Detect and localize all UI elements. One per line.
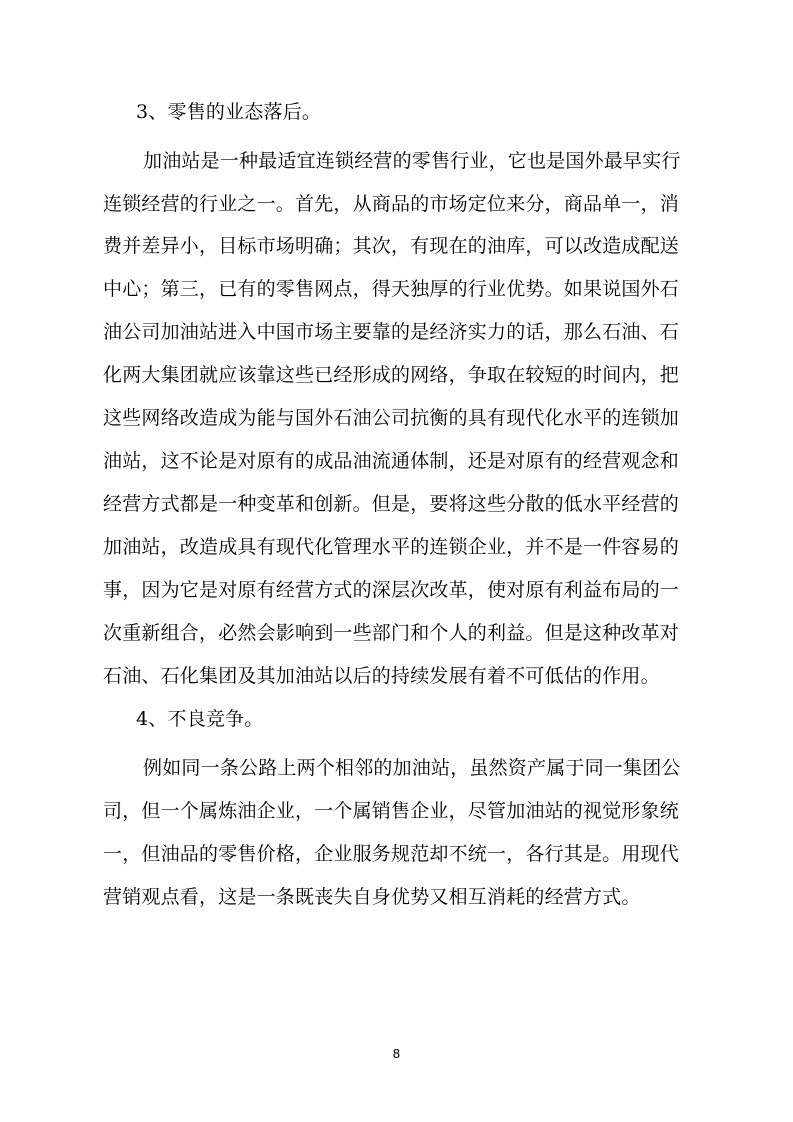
paragraph-line: 司，但一个属炼油企业，一个属销售企业，尽管加油站的视觉形象统 <box>103 800 680 822</box>
paragraph-line: 加油站是一种最适宜连锁经营的零售行业，它也是国外最早实行 <box>143 150 681 172</box>
page-number: 8 <box>392 1047 401 1061</box>
paragraph-line: 加油站，改造成具有现代化管理水平的连锁企业，并不是一件容易的 <box>103 536 680 558</box>
paragraph-line: 次重新组合，必然会影响到一些部门和个人的利益。但是这种改革对 <box>103 622 680 644</box>
section-heading: 3、零售的业态落后。 <box>136 101 322 123</box>
paragraph-line: 油公司加油站进入中国市场主要靠的是经济实力的话，那么石油、石 <box>103 321 680 343</box>
paragraph-line: 营销观点看，这是一条既丧失自身优势又相互消耗的经营方式。 <box>103 886 641 908</box>
paragraph-line: 一，但油品的零售价格，企业服务规范却不统一，各行其是。用现代 <box>103 843 680 865</box>
paragraph-line: 这些网络改造成为能与国外石油公司抗衡的具有现代化水平的连锁加 <box>103 407 680 429</box>
section-heading: 4、不良竞争。 <box>136 708 264 730</box>
paragraph-line: 石油、石化集团及其加油站以后的持续发展有着不可低估的作用。 <box>103 665 660 687</box>
paragraph-line: 油站，这不论是对原有的成品油流通体制，还是对原有的经营观念和 <box>103 450 680 472</box>
paragraph-line: 经营方式都是一种变革和创新。但是，要将这些分散的低水平经营的 <box>103 493 680 515</box>
paragraph-line: 事，因为它是对原有经营方式的深层次改革，使对原有利益布局的一 <box>103 579 680 601</box>
paragraph-line: 中心；第三，已有的零售网点，得天独厚的行业优势。如果说国外石 <box>103 278 680 300</box>
paragraph-line: 例如同一条公路上两个相邻的加油站，虽然资产属于同一集团公 <box>143 757 681 779</box>
paragraph-line: 费并差异小，目标市场明确；其次，有现在的油库，可以改造成配送 <box>103 235 680 257</box>
paragraph-line: 连锁经营的行业之一。首先，从商品的市场定位来分，商品单一，消 <box>103 193 680 215</box>
paragraph-line: 化两大集团就应该靠这些已经形成的网络，争取在较短的时间内，把 <box>103 364 680 386</box>
